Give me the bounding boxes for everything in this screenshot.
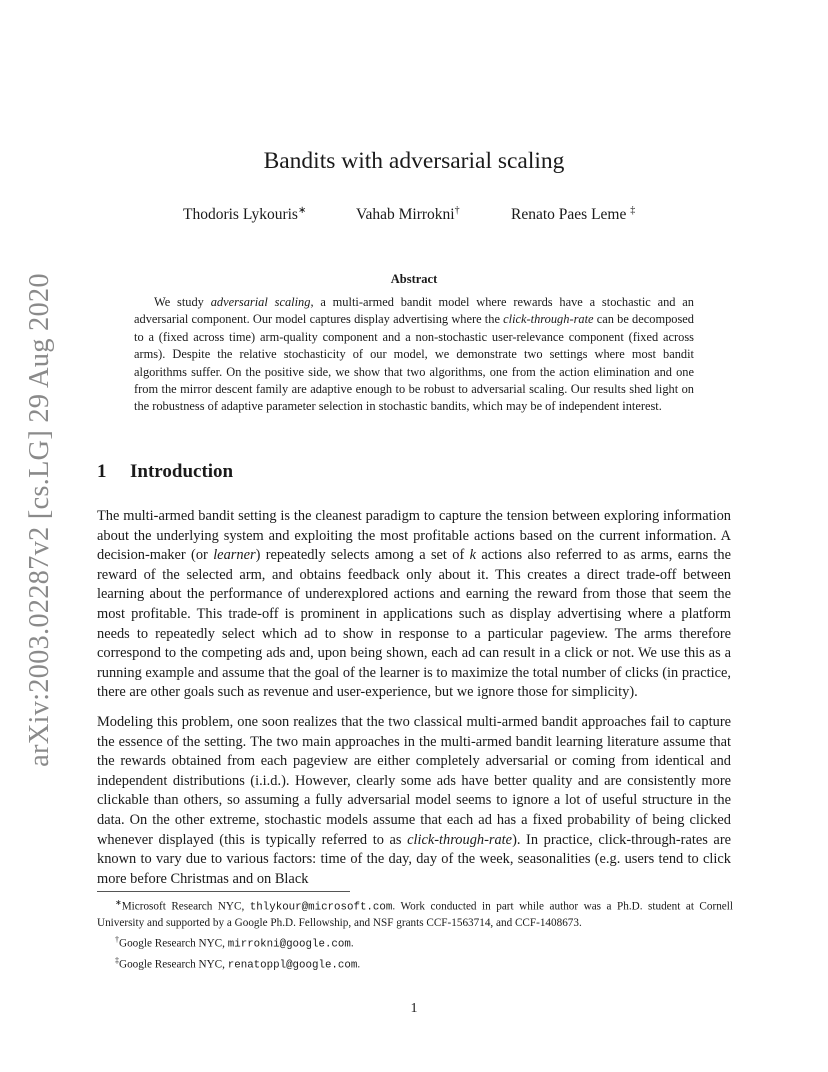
author-mark: † [454,205,460,216]
paragraph-text: ). In practice, click-through-rates are known to vary due to various factors: time of the day, day of the week, seasonalities (e.g. users tend to click more before Christmas and on Black [97,831,731,887]
footnotes [97,895,733,975]
footnote-3 [97,953,733,974]
footnote-text: Google Research NYC, [119,958,228,971]
footnote-text: Google Research NYC, [119,937,228,950]
abstract-emphasis: click-through-rate [503,312,594,327]
author-1 [183,205,306,224]
author-mark: ∗ [297,205,307,216]
footnote-mark: ∗ [115,898,122,907]
author-name: Renato Paes Leme [511,206,631,224]
section-title: Introduction [130,461,234,482]
footnote-email[interactable]: thlykour@microsoft.com [249,901,393,914]
math-variable: k [469,547,477,564]
author-3 [511,205,635,224]
abstract-text-part: We study [154,295,211,309]
abstract-text [134,294,694,416]
abstract-text-part: can be decomposed to a (fixed across time) arm-quality component and a non-stochastic user-relevance component (fixed across arms). Despite the relative stochasticity of our model, we demonstrate two settings where most bandit algorithms suffer. On the positive side, we show that two algorithms, one from the action elimination and one from the mirror descent family are adaptive enough to be robust to adversarial scaling. Our results shed light on the robustness of adaptive parameter selection in stochastic bandits, which may be of independent interest. [134,312,694,414]
footnote-2 [97,932,733,953]
footnote-rule [97,891,350,892]
footnote-email[interactable]: renatoppl@google.com [227,959,358,972]
footnote-email[interactable]: mirrokni@google.com [227,938,351,951]
author-mark: ‡ [630,205,636,216]
author-name: Vahab Mirrokni [356,206,455,224]
paper-title: Bandits with adversarial scaling [263,148,565,174]
section-heading [97,461,233,483]
author-2 [356,205,460,224]
intro-paragraph-1 [97,507,731,703]
abstract-emphasis: adversarial scaling [210,295,311,309]
footnote-1 [97,895,733,932]
footnote-mark: † [115,934,119,944]
page-number: 1 [410,1001,418,1016]
paragraph-emphasis: learner [213,547,256,564]
paragraph-text: Modeling this problem, one soon realizes that the two classical multi-armed bandit approaches fail to capture the essence of the setting. The two main approaches in the multi-armed bandit learning literature assume that the rewards obtained from each pageview are either completely adversarial or coming from identical and independent distributions (i.i.d.). However, clearly some ads have better quality and are consistently more clickable than others, so assuming a fully adversarial model seems to ignore a lot of useful structure in the data. On the other extreme, stochastic models assume that each ad has a fixed probability of being clicked whenever displayed (this is typically referred to as [97,714,731,848]
paragraph-text: actions also referred to as arms, earns the reward of the selected arm, and obtains feedback only about it. This creates a direct trade-off between learning about the performance of underexplored actions and earning the reward from those that seem the most profitable. This trade-off is prominent in applications such as display advertising where a platform needs to repeatedly select which ad to show in response to a particular pageview. The arms therefore correspond to the competing ads and, upon being shown, each ad can result in a click or not. We use this as a running example and assume that the goal of the learner is to maximize the total number of clicks (in practice, there are other goals such as revenue and user-experience, but we ignore those for simplicity). [97,547,731,701]
footnote-mark: ‡ [115,956,119,966]
paragraph-emphasis: click-through-rate [407,831,513,848]
paragraph-text: The multi-armed bandit setting is the cleanest paradigm to capture the tension between exploring information about the underlying system and exploiting the most profitable actions based on the current information. A decision-maker (or [97,508,731,564]
abstract-heading: Abstract [390,272,438,286]
section-number: 1 [97,461,107,482]
arxiv-identifier: arXiv:2003.02287v2 [cs.LG] 29 Aug 2020 [24,273,55,767]
footnote-text: . Work conducted in part while author was a Ph.D. student at Cornell University and supported by a Google Ph.D. Fellowship, and NSF grants CCF-1563714, and CCF-1408673. [97,900,733,930]
abstract-text-part: , a multi-armed bandit model where rewards have a stochastic and an adversarial component. Our model captures display advertising where the [134,295,694,327]
arxiv-sidebar [20,273,60,767]
paragraph-text: ) repeatedly selects among a set of [255,547,470,564]
footnote-text: . [350,937,354,950]
author-name: Thodoris Lykouris [183,206,298,224]
footnote-text: Microsoft Research NYC, [121,900,250,913]
footnote-text: . [357,958,361,971]
intro-paragraph-2 [97,713,731,889]
